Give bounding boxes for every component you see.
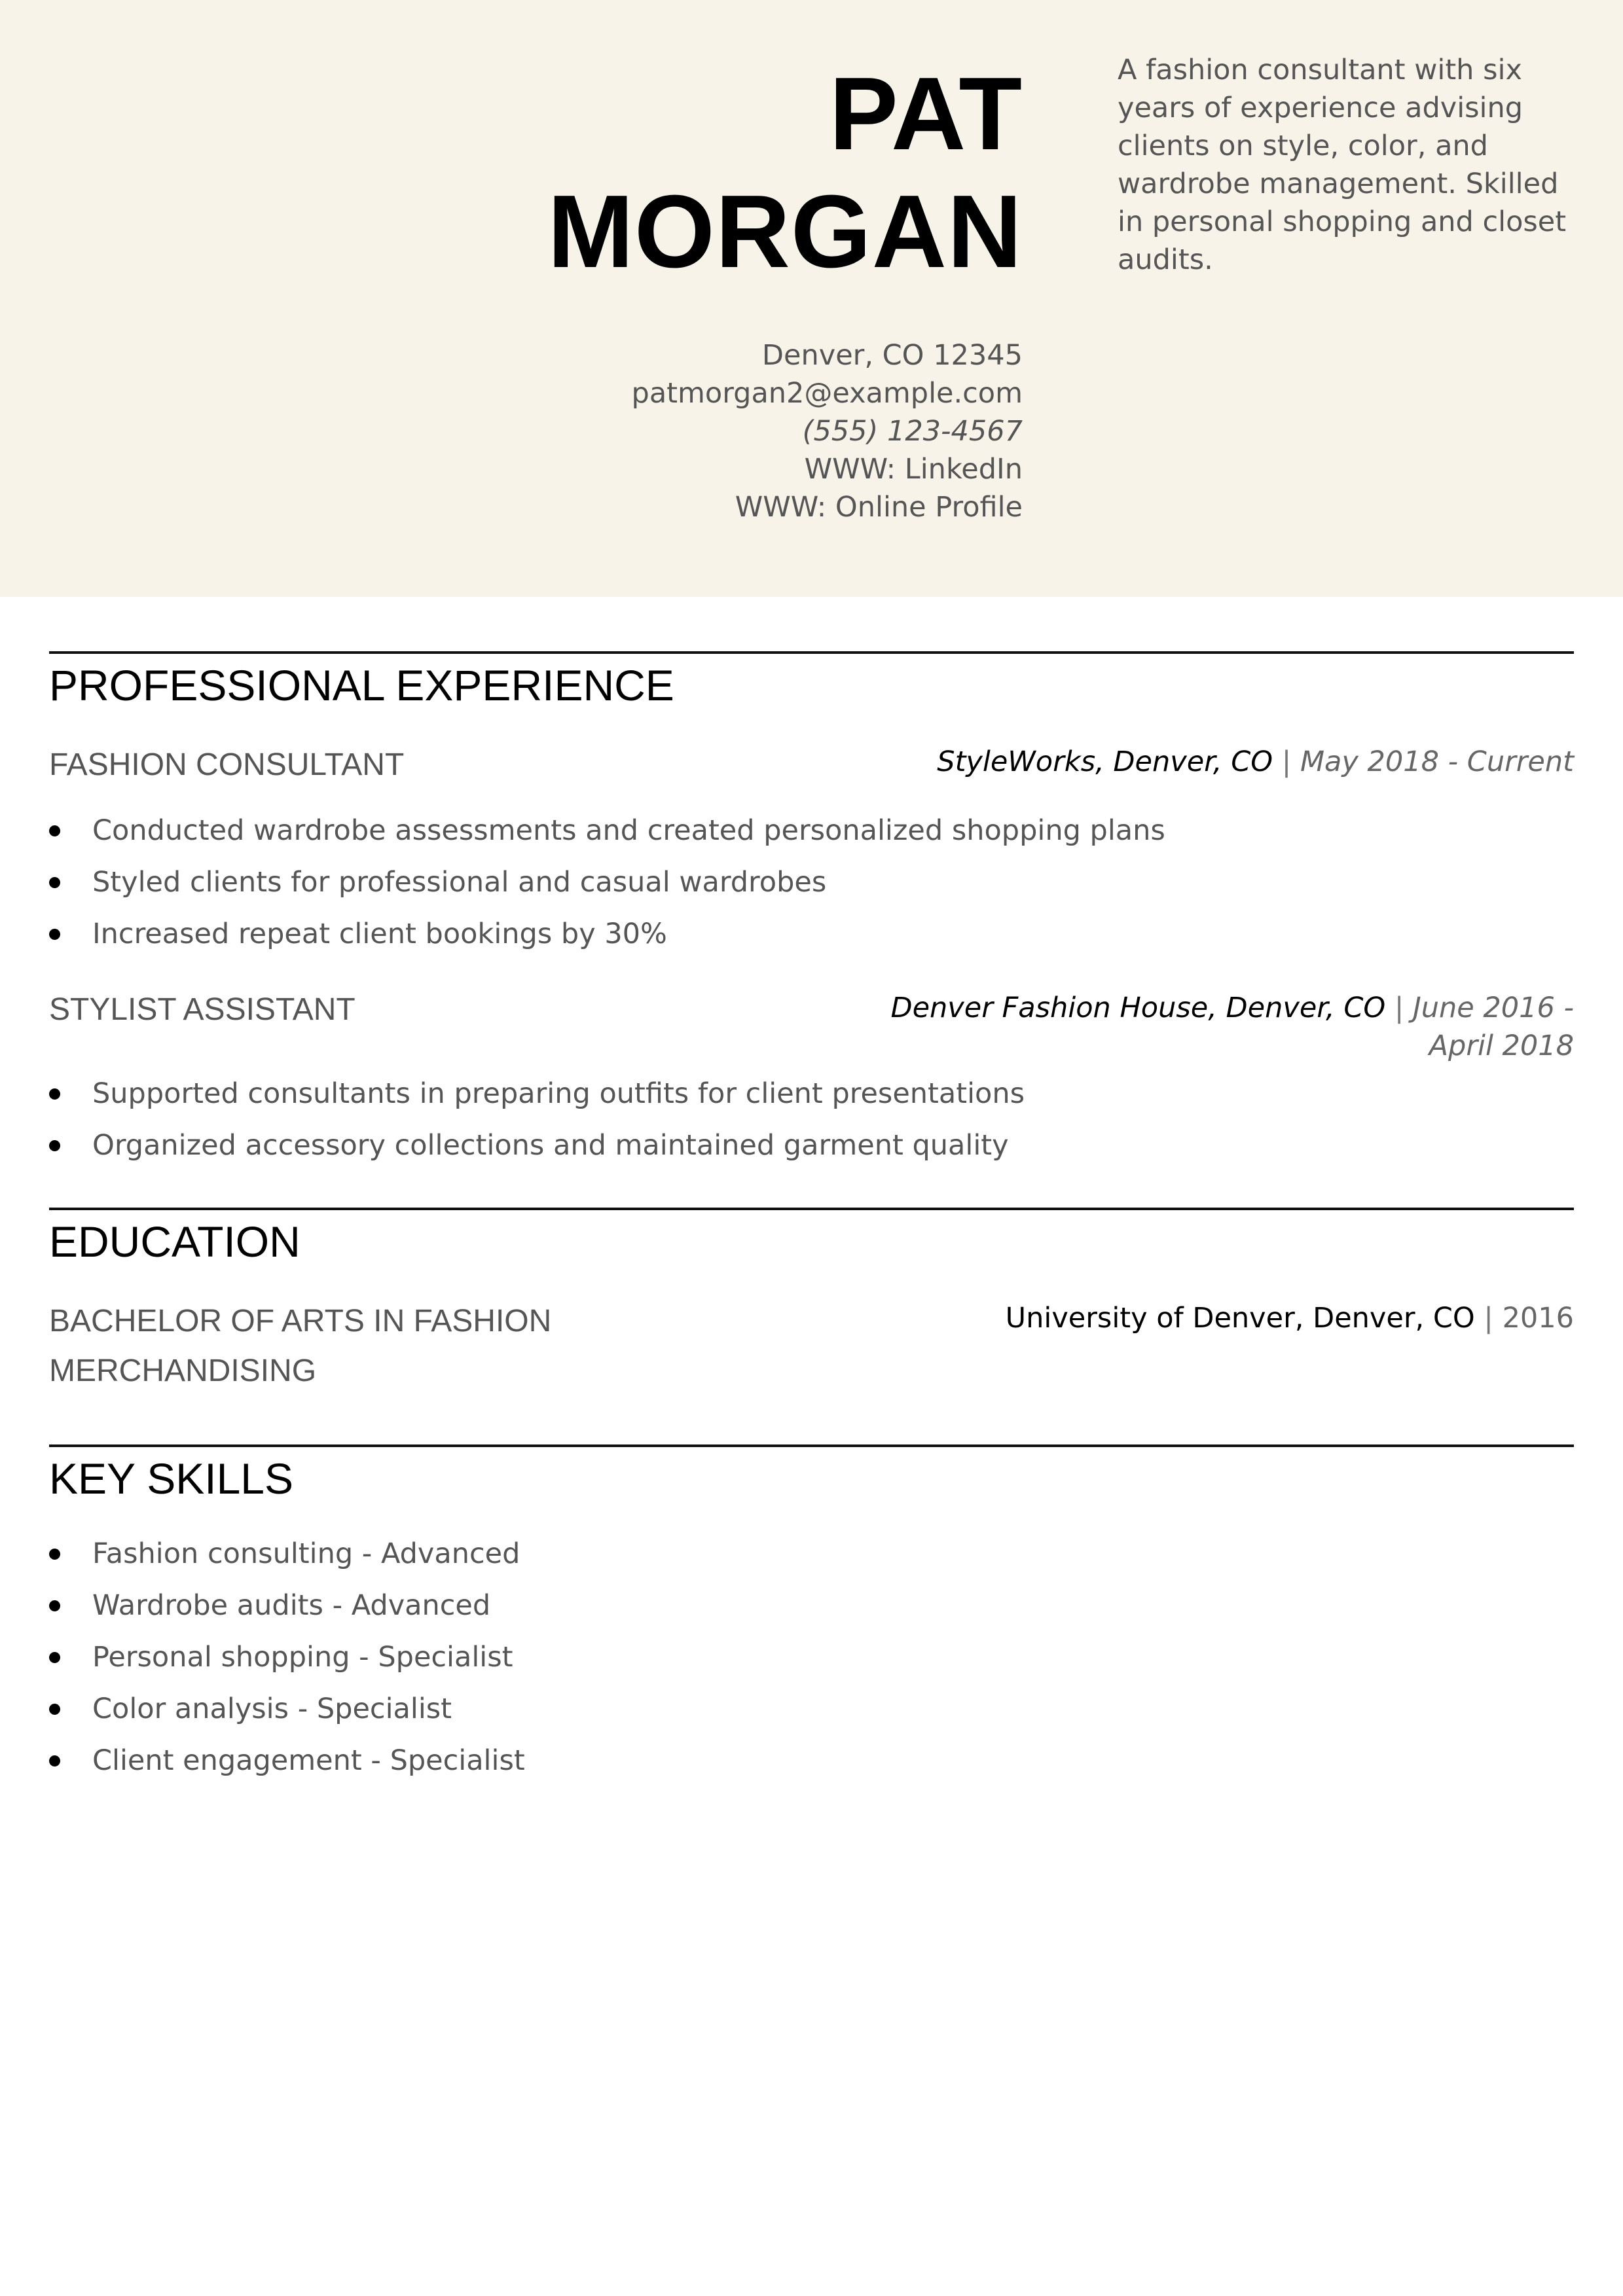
first-name: PAT [829,56,1023,171]
contact-profile-link[interactable]: WWW: Online Profile [735,491,1023,524]
skill-text: Personal shopping - Specialist [92,1641,513,1674]
skills-section [49,1444,1574,1798]
candidate-name [547,55,1023,291]
job-bullets [49,805,1165,960]
section-heading-education: EDUCATION [49,1217,301,1266]
meta-separator: | [1281,745,1292,778]
list-item [49,805,1165,857]
contact-address: Denver, CO 12345 [761,339,1023,372]
bullet-text: Supported consultants in preparing outfits for client presentations [92,1077,1025,1110]
education-meta [1006,1299,1574,1337]
graduation-year: 2016 [1502,1302,1574,1335]
contact-phone[interactable]: (555) 123-4567 [802,415,1023,448]
section-divider [49,1208,1574,1210]
experience-section [49,651,1574,1175]
professional-summary: A fashion consultant with six years of experience advising clients on style, color, and wardrobe management. Skilled in personal shopping and closet audits. [1118,54,1567,276]
bullet-dot-icon [49,825,60,836]
job-title: FASHION CONSULTANT [49,747,405,782]
job-meta [890,989,1574,1065]
contact-info [632,336,1023,526]
list-item [49,1120,1025,1172]
skills-list [49,1528,525,1787]
list-item [49,1528,525,1580]
contact-email[interactable]: patmorgan2@example.com [631,377,1023,410]
header-band [0,0,1623,597]
degree-title-line: BACHELOR OF ARTS IN FASHION [49,1304,552,1338]
list-item [49,1580,525,1632]
bullet-dot-icon [49,929,60,940]
degree-title [49,1297,551,1396]
bullet-dot-icon [49,1088,60,1100]
job-meta [937,743,1574,781]
job-dates-end: April 2018 [1429,1030,1574,1062]
job-title: STYLIST ASSISTANT [49,992,356,1027]
meta-separator: | [1394,992,1404,1024]
job-bullets [49,1068,1025,1172]
bullet-dot-icon [49,1755,60,1767]
job-company: StyleWorks, Denver, CO [937,745,1273,778]
list-item [49,1068,1025,1120]
job-dates: May 2018 - Current [1300,745,1574,778]
list-item [49,1683,525,1735]
skill-text: Color analysis - Specialist [92,1693,452,1725]
bullet-dot-icon [49,1140,60,1151]
list-item [49,1632,525,1683]
job-company: Denver Fashion House, Denver, CO [890,992,1386,1024]
section-divider [49,1444,1574,1447]
bullet-dot-icon [49,1600,60,1611]
school-name: University of Denver, Denver, CO [1005,1302,1475,1335]
job-dates-start: June 2016 - [1413,992,1574,1024]
bullet-text: Organized accessory collections and maintained garment quality [92,1129,1009,1162]
last-name: MORGAN [547,174,1023,289]
bullet-dot-icon [49,1549,60,1560]
list-item [49,1735,525,1787]
bullet-dot-icon [49,1652,60,1663]
bullet-dot-icon [49,877,60,888]
contact-linkedin-link[interactable]: WWW: LinkedIn [804,453,1023,486]
skill-text: Client engagement - Specialist [92,1744,525,1777]
list-item [49,908,1165,960]
section-heading-experience: PROFESSIONAL EXPERIENCE [49,661,674,709]
degree-title-line: MERCHANDISING [49,1354,317,1388]
bullet-text: Increased repeat client bookings by 30% [92,918,667,950]
bullet-dot-icon [49,1704,60,1715]
section-divider [49,651,1574,654]
skill-text: Fashion consulting - Advanced [92,1537,520,1570]
education-section [49,1208,1574,1404]
meta-separator: | [1484,1302,1493,1335]
section-heading-skills: KEY SKILLS [49,1454,294,1503]
bullet-text: Conducted wardrobe assessments and created personalized shopping plans [92,814,1165,847]
skill-text: Wardrobe audits - Advanced [92,1589,491,1622]
list-item [49,857,1165,908]
bullet-text: Styled clients for professional and casual wardrobes [92,866,827,899]
